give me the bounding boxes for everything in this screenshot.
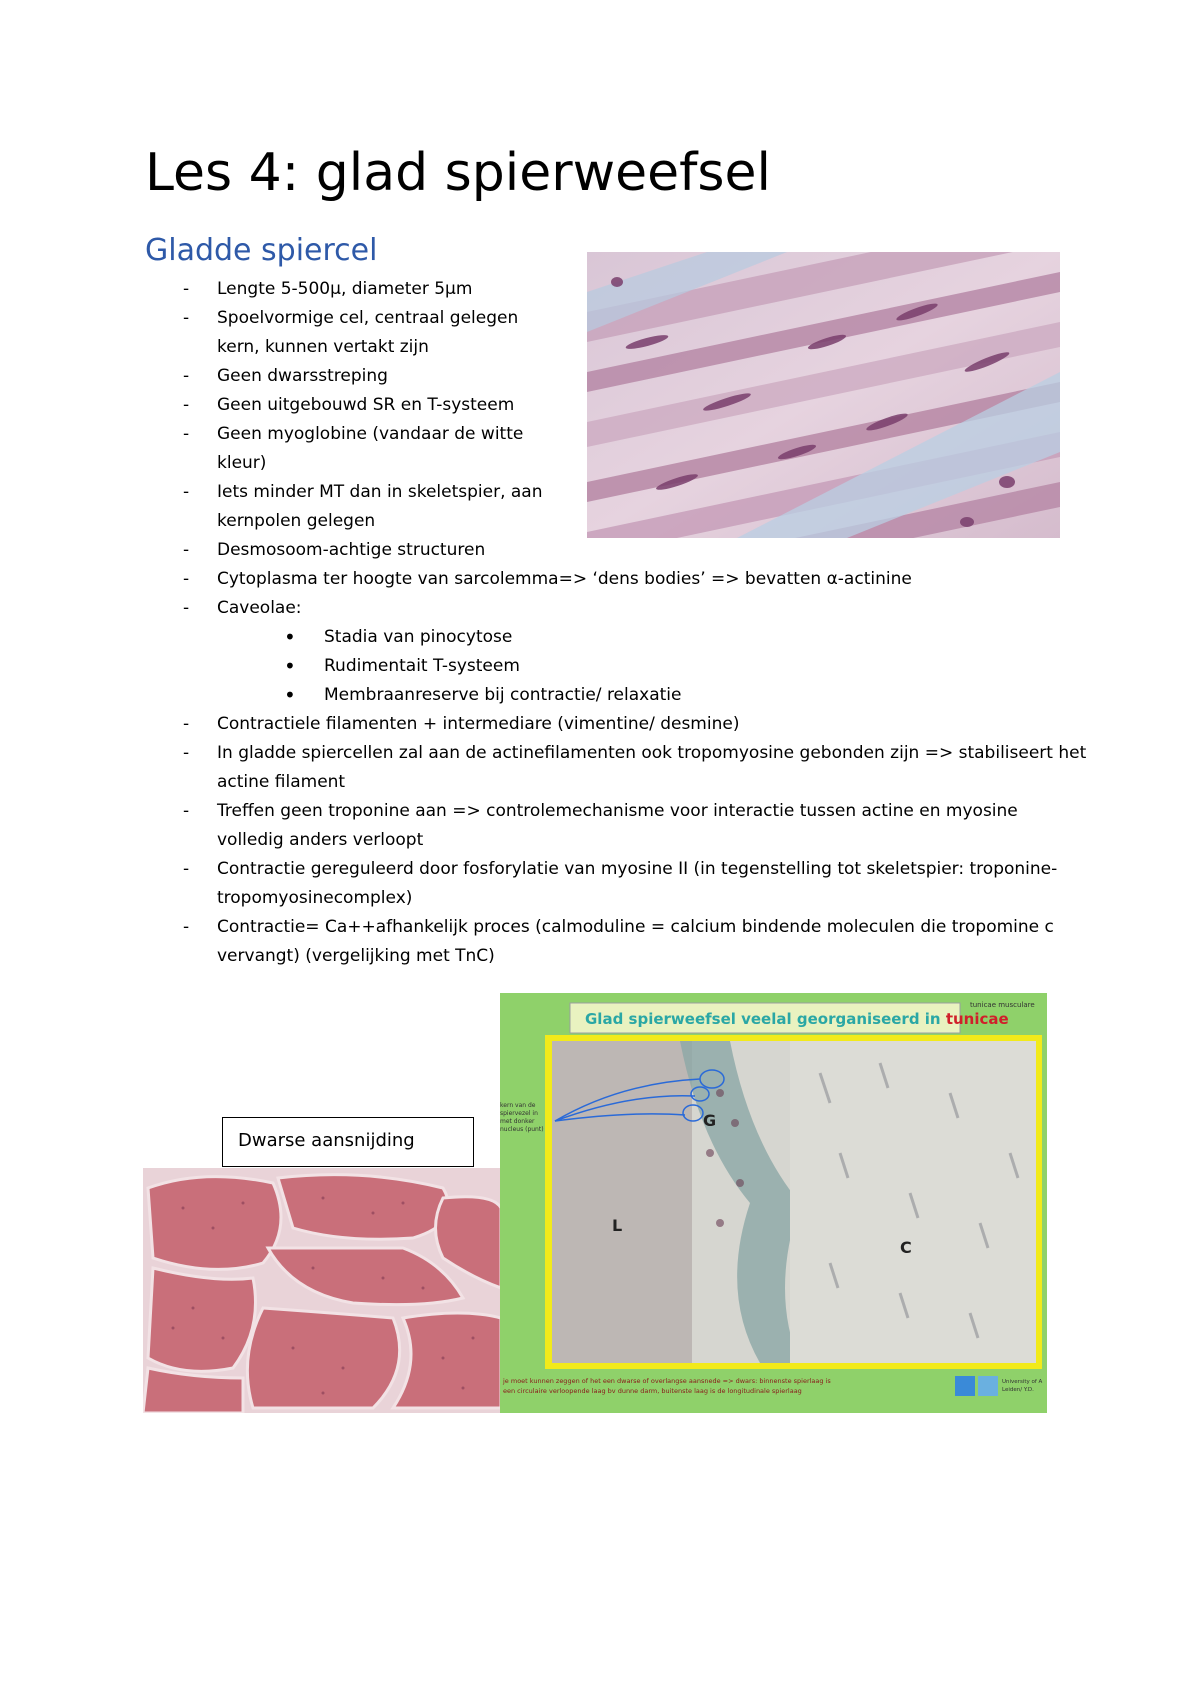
figure-footer-line: een circulaire verloopende laag bv dunne darm, buitenste laag is de longitudinale spierlaag	[503, 1387, 802, 1395]
sub-list-item: • Stadia van pinocytose	[217, 623, 1087, 652]
list-item: - Lengte 5-500µ, diameter 5µm	[183, 275, 1087, 304]
list-item: - Iets minder MT dan in skeletspier, aan kernpolen gelegen	[183, 478, 547, 536]
list-item: - Geen myoglobine (vandaar de witte kleur)	[183, 420, 547, 478]
sub-list-item: • Rudimentait T-systeem	[217, 652, 1087, 681]
label-L: L	[612, 1216, 623, 1235]
caveolae-label: Caveolae:	[217, 598, 302, 618]
logo-text-line: Leiden/ Y.D.	[1002, 1387, 1034, 1393]
label-C: C	[900, 1238, 912, 1257]
figure-header-highlight: tunicae	[945, 1010, 1009, 1028]
side-note-line: nucleus (punt)	[500, 1126, 544, 1133]
smooth-muscle-cross-section-image	[143, 1168, 501, 1413]
page-title: Les 4: glad spierweefsel	[145, 143, 771, 203]
figure-footer-line: je moet kunnen zeggen of het een dwarse of overlangse aansnede => dwars: binnenste spierlaag is	[503, 1377, 831, 1385]
figure-top-note: tunicae musculare	[970, 1001, 1035, 1009]
svg-text:Glad spierweefsel veelal georg	[585, 1010, 1009, 1028]
cross-section-caption-box: Dwarse aansnijding	[222, 1117, 474, 1167]
list-item: - Geen uitgebouwd SR en T-systeem	[183, 391, 1087, 420]
university-logo-icon	[955, 1376, 975, 1396]
logo-text-line: University of A	[1002, 1379, 1043, 1385]
list-item: - Treffen geen troponine aan => controlemechanisme voor interactie tussen actine en myosine volledig anders verloopt	[183, 797, 1087, 855]
list-item: - Contractie gereguleerd door fosforylatie van myosine II (in tegenstelling tot skeletspier: troponine-tropomyosinecomplex)	[183, 855, 1087, 913]
list-item: - Spoelvormige cel, centraal gelegen kern, kunnen vertakt zijn	[183, 304, 547, 362]
list-item: - Geen dwarsstreping	[183, 362, 1087, 391]
figure-header-text: Glad spierweefsel veelal georganiseerd in	[585, 1010, 946, 1028]
tunicae-slide-figure	[500, 993, 1047, 1413]
caveolae-sublist	[217, 623, 1087, 710]
list-item: - Contractiele filamenten + intermediare (vimentine/ desmine)	[183, 710, 1087, 739]
list-item: - In gladde spiercellen zal aan de actinefilamenten ook tropomyosine gebonden zijn => stabiliseert het actine filament	[183, 739, 1087, 797]
bullet-list	[183, 275, 1087, 971]
list-item: - Desmosoom-achtige structuren	[183, 536, 1087, 565]
side-note-line: met donker	[500, 1118, 535, 1125]
list-item	[183, 594, 1087, 710]
label-G: G	[703, 1111, 717, 1130]
sub-list-item: • Membraanreserve bij contractie/ relaxatie	[217, 681, 1087, 710]
side-note-line: spiervezel in	[500, 1110, 538, 1117]
section-title: Gladde spiercel	[145, 233, 378, 268]
side-note-line: kern van de	[500, 1102, 536, 1109]
list-item: - Cytoplasma ter hoogte van sarcolemma=> ‘dens bodies’ => bevatten α-actinine	[183, 565, 1087, 594]
list-item: - Contractie= Ca++afhankelijk proces (calmoduline = calcium bindende moleculen die tropomine c vervangt) (vergelijking met TnC)	[183, 913, 1087, 971]
